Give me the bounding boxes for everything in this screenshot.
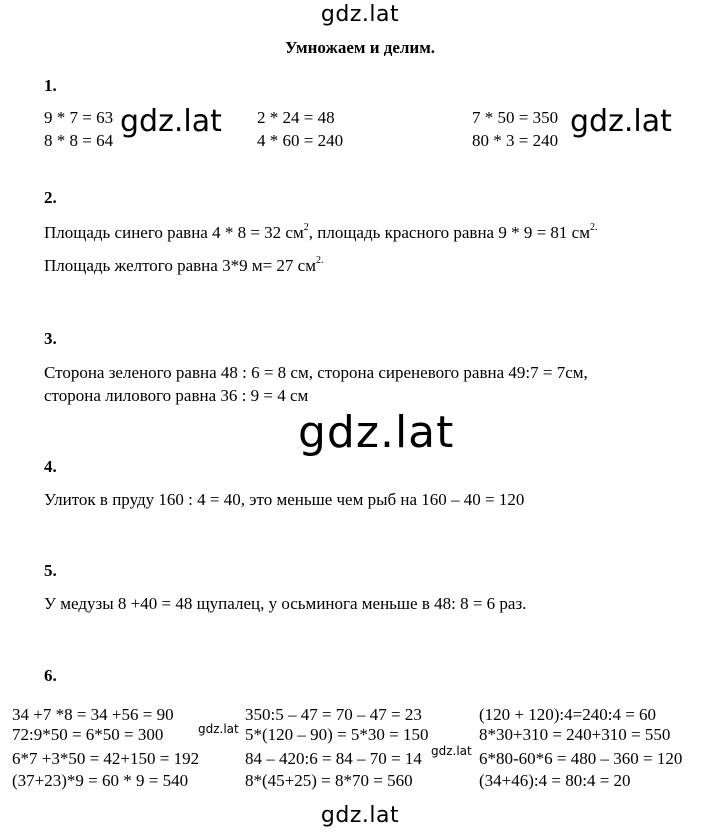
- task6-col1-line1: 34 +7 *8 = 34 +56 = 90: [12, 705, 174, 724]
- task3-line1: Сторона зеленого равна 48 : 6 = 8 см, сторона сиреневого равна 49:7 = 7см,: [44, 363, 588, 382]
- task1-col3-line1: 7 * 50 = 350: [472, 108, 559, 127]
- watermark-bottom: gdz.lat: [320, 803, 400, 828]
- task4-line1: Улиток в пруду 160 : 4 = 40, это меньше чем рыб на 160 – 40 = 120: [44, 490, 525, 509]
- task6-col2-line4: 8*(45+25) = 8*70 = 560: [245, 771, 413, 790]
- task6-col1-line2: 72:9*50 = 6*50 = 300: [12, 725, 164, 744]
- watermark-small-1: gdz.lat: [198, 722, 239, 736]
- task2-line1: [44, 223, 597, 243]
- task1-col2-line2: 4 * 60 = 240: [257, 131, 344, 150]
- task6-col3-line4: (34+46):4 = 80:4 = 20: [479, 771, 631, 790]
- task6-col1-line3: 6*7 +3*50 = 42+150 = 192: [12, 749, 200, 768]
- task2-line1-part-a: Площадь синего равна 4 * 8 = 32 см: [44, 223, 304, 242]
- task2-line2-sup: 2.: [315, 255, 324, 266]
- watermark-overlay-right: gdz.lat: [566, 106, 676, 138]
- task1-col1-line1: 9 * 7 = 63: [44, 108, 114, 127]
- watermark-top: gdz.lat: [320, 2, 400, 27]
- task2-line1-sup-a: 2: [303, 222, 309, 233]
- task5-line1: У медузы 8 +40 = 48 щупалец, у осьминога меньше в 48: 8 = 6 раз.: [44, 594, 527, 613]
- task1-col2-line1: 2 * 24 = 48: [257, 108, 335, 127]
- task2-line2-text: Площадь желтого равна 3*9 м= 27 см: [44, 256, 316, 275]
- task5-number: 5.: [44, 561, 57, 580]
- task6-col3-line2: 8*30+310 = 240+310 = 550: [479, 725, 671, 744]
- task6-col3-line1: (120 + 120):4=240:4 = 60: [479, 705, 657, 724]
- task1-number: 1.: [44, 76, 57, 95]
- watermark-small-2: gdz.lat: [431, 744, 472, 758]
- watermark-center: gdz.lat: [298, 407, 455, 458]
- task6-col2-line1: 350:5 – 47 = 70 – 47 = 23: [245, 705, 422, 724]
- task1-col3-line2: 80 * 3 = 240: [472, 131, 559, 150]
- task6-col3-line3: 6*80-60*6 = 480 – 360 = 120: [479, 749, 683, 768]
- task4-number: 4.: [44, 457, 57, 476]
- task6-col2-line2: 5*(120 – 90) = 5*30 = 150: [245, 725, 429, 744]
- task1-col1-line2: 8 * 8 = 64: [44, 131, 114, 150]
- task3-line2: сторона лилового равна 36 : 9 = 4 см: [44, 386, 309, 405]
- task6-col2-line3: 84 – 420:6 = 84 – 70 = 14: [245, 749, 422, 768]
- page-title: Умножаем и делим.: [284, 38, 436, 57]
- task2-line1-sup-b: 2.: [589, 222, 598, 233]
- task6-col1-line4: (37+23)*9 = 60 * 9 = 540: [12, 771, 189, 790]
- task2-number: 2.: [44, 188, 57, 207]
- task3-number: 3.: [44, 329, 57, 348]
- task2-line2: [44, 256, 323, 276]
- task2-line1-part-b: , площадь красного равна 9 * 9 = 81 см: [308, 223, 590, 242]
- task6-number: 6.: [44, 666, 57, 685]
- watermark-overlay-left: gdz.lat: [116, 106, 226, 138]
